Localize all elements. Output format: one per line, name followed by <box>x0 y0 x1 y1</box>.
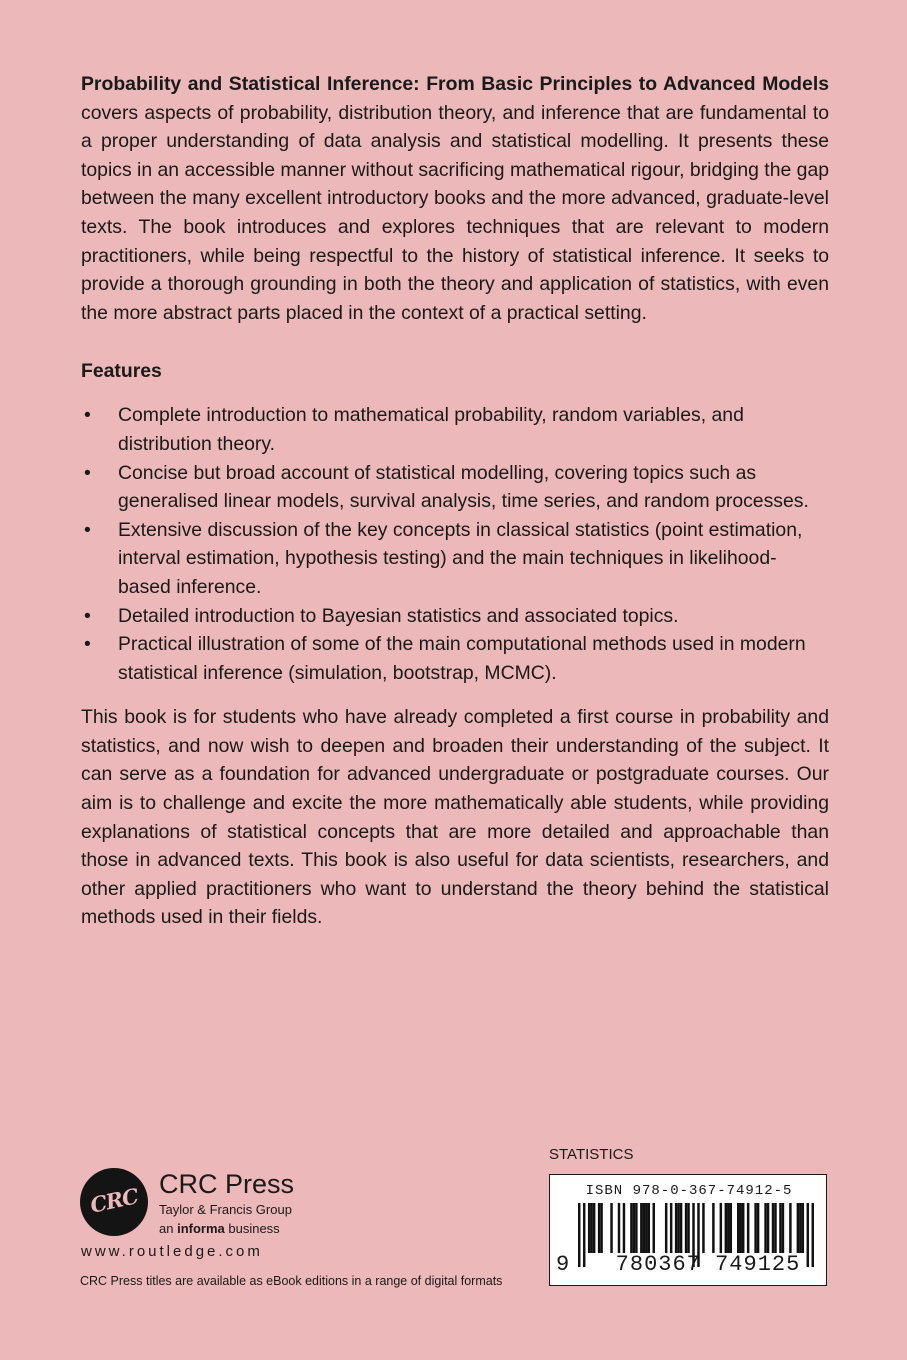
ebook-note: CRC Press titles are available as eBook editions in a range of digital formats <box>80 1274 503 1288</box>
feature-item <box>81 459 829 516</box>
publisher-url[interactable]: www.routledge.com <box>81 1243 263 1260</box>
feature-text: Complete introduction to mathematical probability, random variables, and distribution theory. <box>118 404 744 455</box>
barcode-bar <box>670 1203 672 1253</box>
feature-item <box>81 602 829 631</box>
bullet-icon: • <box>84 604 91 627</box>
closing-paragraph: This book is for students who have already completed a first course in probability and statistics, and now wish to deepen and broaden their understanding of the subject. It can serve as a foundation for advanced undergraduate or postgraduate courses. Our aim is to challenge and excite the more mathematically able students, while providing explanations of statistical concepts that are more detailed and approachable than those in advanced texts. This book is also useful for data scientists, researchers, and other applied practitioners who want to understand the theory behind the statistical methods used in their fields. <box>81 706 829 929</box>
barcode-bar <box>782 1203 784 1253</box>
intro-text: covers aspects of probability, distribution theory, and inference that are fundamental to a proper understanding of data analysis and statistical modelling. It presents these topics in an accessible manner without sacrificing mathematical rigour, bridging the gap between the many excellent introductory books and the more advanced, graduate-level texts. The book introduces and explores techniques that are relevant to modern practitioners, while being respectful to the history of statistical inference. It seeks to provide a thorough grounding in both the theory and application of statistics, with even the more abstract parts placed in the context of a practical setting. <box>81 101 830 324</box>
feature-text: Detailed introduction to Bayesian statistics and associated topics. <box>118 604 679 627</box>
barcode-bar <box>640 1203 642 1253</box>
feature-text: Concise but broad account of statistical modelling, covering topics such as generalised linear models, survival analysis, time series, and random processes. <box>118 461 809 513</box>
ean-lead-digit: 9 <box>556 1252 570 1277</box>
barcode-bar <box>598 1203 600 1253</box>
barcode-bar <box>677 1203 679 1253</box>
barcode-bar <box>623 1203 625 1253</box>
feature-item <box>81 630 829 687</box>
barcode-bar <box>648 1203 650 1253</box>
barcode-bar <box>712 1203 714 1253</box>
feature-item <box>81 401 829 458</box>
barcode-bar <box>583 1203 585 1267</box>
barcode-bar <box>754 1203 756 1253</box>
barcode-bar <box>737 1203 739 1253</box>
barcode-bar <box>739 1203 741 1253</box>
barcode-bar <box>665 1203 667 1253</box>
barcode-bar <box>747 1203 749 1253</box>
feature-text: Practical illustration of some of the main computational methods used in modern statistical inference (simulation, bootstrap, MCMC). <box>118 633 806 684</box>
barcode-bar <box>593 1203 595 1253</box>
barcode-bar <box>702 1203 704 1253</box>
barcode-bar <box>757 1203 759 1253</box>
barcode-bar <box>645 1203 647 1253</box>
bullet-icon: • <box>84 518 91 541</box>
barcode-bar <box>680 1203 682 1253</box>
publisher-name: CRC Press <box>159 1169 295 1199</box>
publisher-informa: an informa business <box>159 1221 280 1236</box>
barcode-bar <box>618 1203 620 1253</box>
subject-category: STATISTICS <box>549 1146 634 1163</box>
ean-digits: 780367 749125 <box>615 1252 801 1277</box>
barcode-bar <box>727 1203 729 1253</box>
isbn-barcode <box>549 1174 827 1286</box>
feature-item <box>81 516 829 602</box>
barcode-bar <box>630 1203 632 1253</box>
barcode-bar <box>802 1203 804 1253</box>
barcode-bar <box>742 1203 744 1253</box>
bullet-icon: • <box>84 633 91 656</box>
barcode-bar <box>588 1203 590 1253</box>
barcode-bar <box>779 1203 781 1253</box>
barcode-bar <box>772 1203 774 1253</box>
barcode-bar <box>789 1203 791 1253</box>
crc-logo-text: CRC <box>87 1183 141 1218</box>
intro-paragraph <box>81 70 829 327</box>
barcode-bar <box>725 1203 727 1253</box>
back-cover-text <box>81 70 829 932</box>
features-heading: Features <box>81 360 162 383</box>
barcode-bar <box>764 1203 766 1253</box>
barcode-bar <box>774 1203 776 1253</box>
barcode-bar <box>653 1203 655 1253</box>
features-list <box>81 401 829 687</box>
barcode-bar <box>675 1203 677 1253</box>
barcode-bar <box>643 1203 645 1253</box>
crc-logo-icon <box>80 1168 148 1236</box>
barcode-bar <box>590 1203 592 1253</box>
barcode-bar <box>600 1203 602 1253</box>
barcode-bar <box>720 1203 722 1253</box>
barcode-bar <box>633 1203 635 1253</box>
barcode-bar <box>635 1203 637 1253</box>
bullet-icon: • <box>84 461 91 484</box>
barcode-bar <box>610 1203 612 1253</box>
barcode-bar <box>687 1203 689 1253</box>
bullet-icon: • <box>84 404 91 427</box>
barcode-bar <box>767 1203 769 1253</box>
barcode-bar <box>730 1203 732 1253</box>
barcode-bar <box>797 1203 799 1253</box>
isbn-number: ISBN 978-0-367-74912-5 <box>585 1183 793 1199</box>
publisher-group: Taylor & Francis Group <box>159 1202 292 1217</box>
feature-text: Extensive discussion of the key concepts in classical statistics (point estimation, interval estimation, hypothesis testing) and the main techniques in likelihood-based inference. <box>118 518 803 598</box>
barcode-bar <box>685 1203 687 1253</box>
book-title: Probability and Statistical Inference: From Basic Principles to Advanced Models <box>81 73 829 95</box>
barcode-bar <box>799 1203 801 1253</box>
barcode-bar <box>578 1203 580 1267</box>
